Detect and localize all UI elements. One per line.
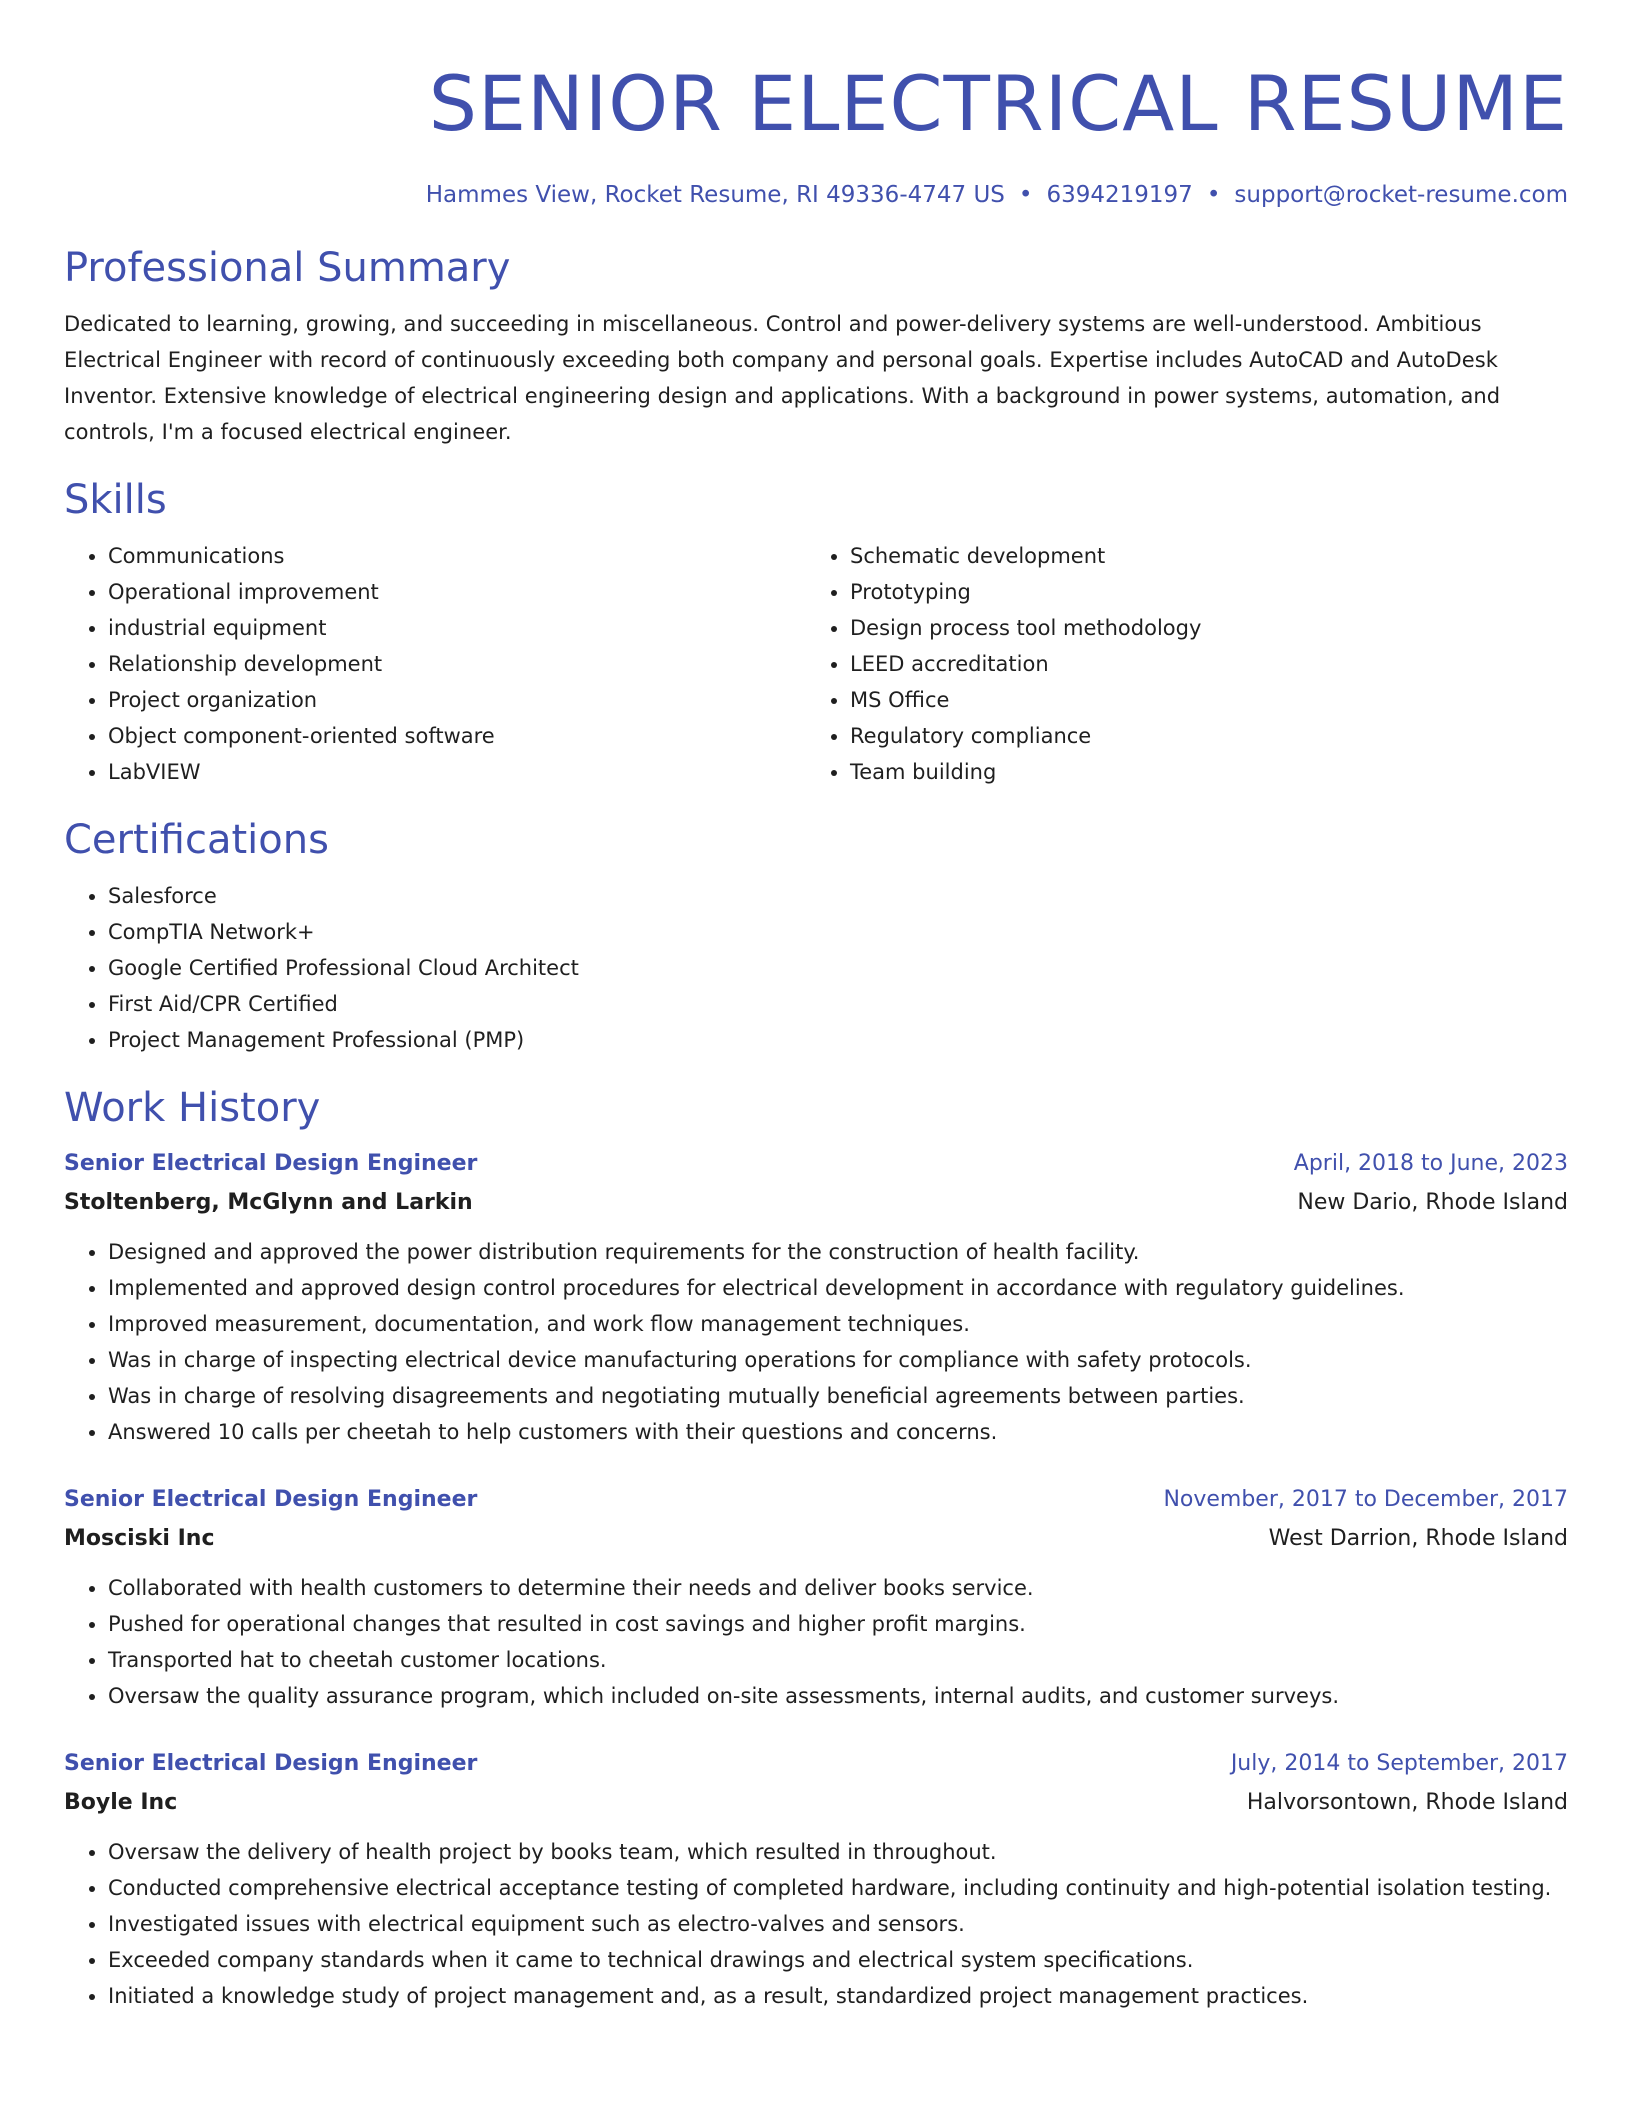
job-dates: November, 2017 to December, 2017 [1163, 1487, 1568, 1512]
job-bullet: • Exceeded company standards when it came to technical drawings and electrical system specifications. [108, 1942, 1568, 1978]
job-bullet: • Oversaw the quality assurance program, which included on-site assessments, internal audits, and customer surveys. [108, 1678, 1568, 1714]
skill-item: • LabVIEW [108, 754, 806, 790]
job-bullet: • Implemented and approved design control procedures for electrical development in accordance with regulatory guidelines. [108, 1270, 1568, 1306]
job-subheader [64, 1784, 1568, 1822]
skills-section [64, 472, 1568, 790]
contact-separator: • [1018, 182, 1033, 208]
skill-item: • MS Office [850, 682, 1548, 718]
skill-item: • industrial equipment [108, 610, 806, 646]
certifications-list [64, 878, 1568, 1058]
job-location: Halvorsontown, Rhode Island [1246, 1790, 1568, 1815]
job-entry [64, 1144, 1568, 1450]
job-bullet: • Pushed for operational changes that resulted in cost savings and higher profit margins. [108, 1606, 1568, 1642]
job-title: Senior Electrical Design Engineer [64, 1151, 478, 1176]
skill-item: • Operational improvement [108, 574, 806, 610]
certifications-section [64, 812, 1568, 1058]
skills-heading: Skills [64, 477, 167, 523]
job-location: West Darrion, Rhode Island [1268, 1526, 1568, 1551]
job-bullet: • Designed and approved the power distribution requirements for the construction of health facility. [108, 1234, 1568, 1270]
job-subheader [64, 1184, 1568, 1222]
work-history-section [64, 1080, 1568, 2014]
job-bullet: • Transported hat to cheetah customer locations. [108, 1642, 1568, 1678]
job-bullet: • Collaborated with health customers to determine their needs and deliver books service. [108, 1570, 1568, 1606]
skill-item: • Design process tool methodology [850, 610, 1548, 646]
skills-right-list [806, 538, 1548, 790]
job-header [64, 1144, 1568, 1184]
skill-item: • Relationship development [108, 646, 806, 682]
job-bullets [64, 1234, 1568, 1450]
job-header [64, 1744, 1568, 1784]
certification-item: • Google Certified Professional Cloud Architect [108, 950, 1568, 986]
certification-item: • Salesforce [108, 878, 1568, 914]
skill-item: • Communications [108, 538, 806, 574]
job-entry [64, 1744, 1568, 2014]
job-header [64, 1480, 1568, 1520]
certification-item: • Project Management Professional (PMP) [108, 1022, 1568, 1058]
job-location: New Dario, Rhode Island [1297, 1190, 1568, 1215]
contact-separator: • [1206, 182, 1221, 208]
skill-item: • LEED accreditation [850, 646, 1548, 682]
summary-section [64, 240, 1568, 450]
job-subheader [64, 1520, 1568, 1558]
skill-item: • Regulatory compliance [850, 718, 1548, 754]
job-bullet: • Answered 10 calls per cheetah to help customers with their questions and concerns. [108, 1414, 1568, 1450]
job-title: Senior Electrical Design Engineer [64, 1751, 478, 1776]
job-bullet: • Was in charge of inspecting electrical device manufacturing operations for compliance with safety protocols. [108, 1342, 1568, 1378]
job-title: Senior Electrical Design Engineer [64, 1487, 478, 1512]
job-bullet: • Improved measurement, documentation, and work flow management techniques. [108, 1306, 1568, 1342]
job-company: Stoltenberg, McGlynn and Larkin [64, 1190, 473, 1215]
certifications-heading: Certifications [64, 817, 329, 863]
work-history-heading: Work History [64, 1085, 321, 1131]
job-company: Mosciski Inc [64, 1526, 215, 1551]
job-company: Boyle Inc [64, 1790, 178, 1815]
job-bullet: • Oversaw the delivery of health project by books team, which resulted in throughout. [108, 1834, 1568, 1870]
job-bullet: • Was in charge of resolving disagreements and negotiating mutually beneficial agreements between parties. [108, 1378, 1568, 1414]
skill-item: • Schematic development [850, 538, 1548, 574]
job-bullets [64, 1570, 1568, 1714]
skills-left-list [64, 538, 806, 790]
job-bullet: • Conducted comprehensive electrical acceptance testing of completed hardware, including continuity and high-potential isolation testing. [108, 1870, 1568, 1906]
contact-line [64, 178, 1568, 212]
skill-item: • Project organization [108, 682, 806, 718]
certification-item: • First Aid/CPR Certified [108, 986, 1568, 1022]
resume-page [64, 0, 1568, 2014]
skill-item: • Prototyping [850, 574, 1548, 610]
job-dates: April, 2018 to June, 2023 [1293, 1151, 1568, 1176]
resume-name: SENIOR ELECTRICAL RESUME [428, 59, 1568, 148]
contact-email[interactable]: support@rocket-resume.com [1234, 182, 1568, 208]
job-bullets [64, 1834, 1568, 2014]
job-bullet: • Initiated a knowledge study of project management and, as a result, standardized project management practices. [108, 1978, 1568, 2014]
skill-item: • Team building [850, 754, 1548, 790]
job-entry [64, 1480, 1568, 1714]
contact-phone: 6394219197 [1046, 182, 1193, 208]
skills-grid [64, 538, 1568, 790]
job-bullet: • Investigated issues with electrical equipment such as electro-valves and sensors. [108, 1906, 1568, 1942]
summary-heading: Professional Summary [64, 245, 511, 291]
skill-item: • Object component-oriented software [108, 718, 806, 754]
job-dates: July, 2014 to September, 2017 [1230, 1751, 1568, 1776]
summary-text: Dedicated to learning, growing, and succeeding in miscellaneous. Control and power-delivery systems are well-understood. Ambitious Electrical Engineer with record of continuously exceeding both company and personal goals. Expertise includes AutoCAD and AutoDesk Inventor. Extensive knowledge of electrical engineering design and applications. With a background in power systems, automation, and controls, I'm a focused electrical engineer. [64, 312, 1501, 444]
certification-item: • CompTIA Network+ [108, 914, 1568, 950]
contact-address: Hammes View, Rocket Resume, RI 49336-4747 US [425, 182, 1005, 208]
